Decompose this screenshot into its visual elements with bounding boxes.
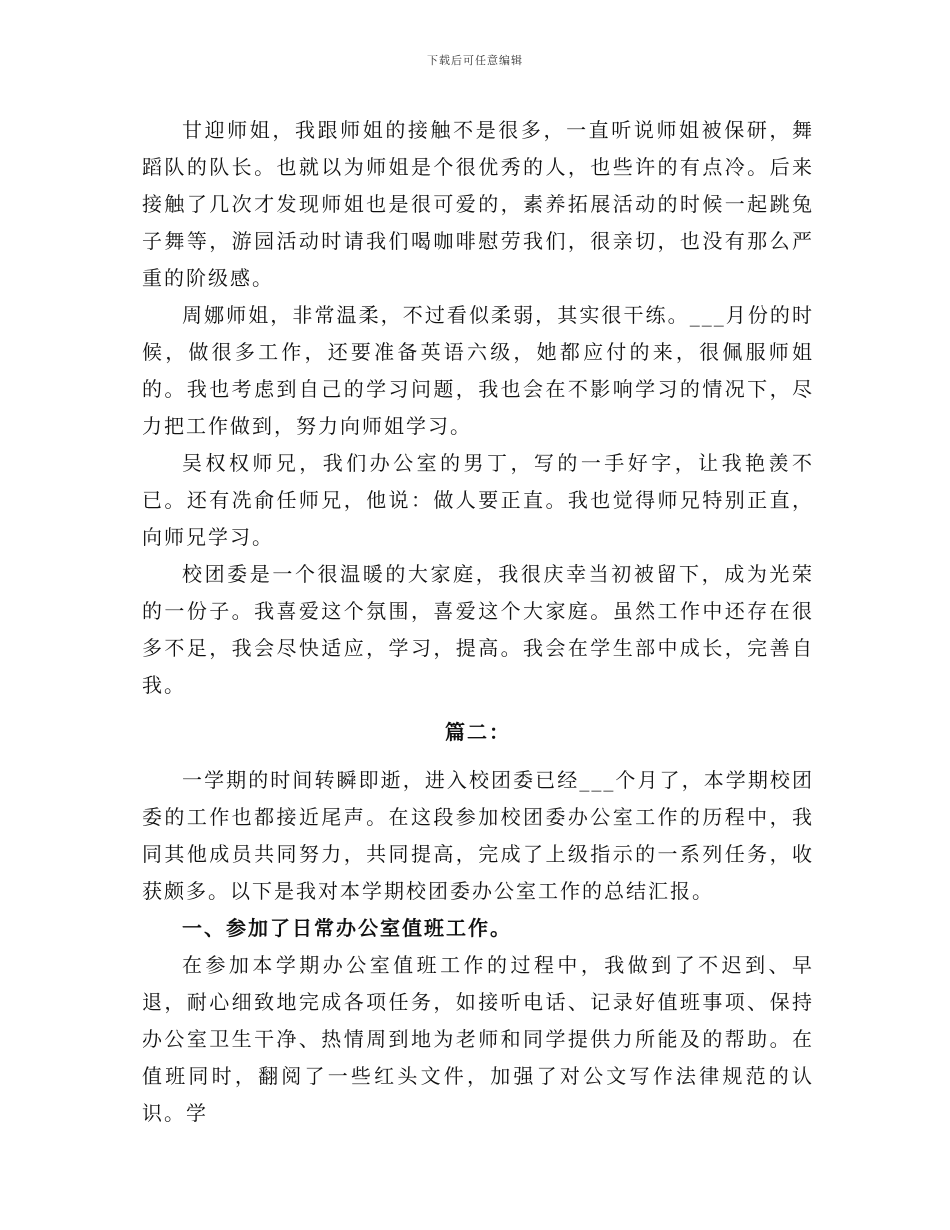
section-title: 篇二： [445, 720, 511, 744]
paragraph-duty-details: 在参加本学期办公室值班工作的过程中，我做到了不迟到、早退，耐心细致地完成各项任务，如接听电话、记录好值班事项、保持办公室卫生干净、热情周到地为老师和同学提供力所能及的帮助。在值班同时，翻阅了一些红头文件，加强了对公文写作法律规范的认识。学 [142, 953, 814, 1125]
page-header: 下载后可任意编辑 [427, 54, 523, 67]
paragraph-wu-quanquan: 吴权权师兄，我们办公室的男丁，写的一手好字，让我艳羡不已。还有冼俞任师兄，他说：做人要正直。我也觉得师兄特别正直，向师兄学习。 [142, 451, 814, 549]
heading-duty-work: 一、参加了日常办公室值班工作。 [182, 916, 512, 940]
paragraph-zhou-na: 周娜师姐，非常温柔，不过看似柔弱，其实很干练。___月份的时候，做很多工作，还要准备英语六级，她都应付的来，很佩服师姐的。我也考虑到自己的学习问题，我也会在不影响学习的情况下，尽力把工作做到，努力向师姐学习。 [142, 303, 814, 438]
paragraph-conclusion: 校团委是一个很温暖的大家庭，我很庆幸当初被留下，成为光荣的一份子。我喜爱这个氛围，喜爱这个大家庭。虽然工作中还存在很多不足，我会尽快适应，学习，提高。我会在学生部中成长，完善自我。 [142, 562, 814, 697]
paragraph-intro: 一学期的时间转瞬即逝，进入校团委已经___个月了，本学期校团委的工作也都接近尾声。在这段参加校团委办公室工作的历程中，我同其他成员共同努力，共同提高，完成了上级指示的一系列任务，收获颇多。以下是我对本学期校团委办公室工作的总结汇报。 [142, 768, 814, 903]
paragraph-gan-ying: 甘迎师姐，我跟师姐的接触不是很多，一直听说师姐被保研，舞蹈队的队长。也就以为师姐是个很优秀的人，也些许的有点冷。后来接触了几次才发现师姐也是很可爱的，素养拓展活动的时候一起跳兔子舞等，游园活动时请我们喝咖啡慰劳我们，很亲切，也没有那么严重的阶级感。 [142, 118, 814, 290]
document-body [142, 112, 814, 1132]
